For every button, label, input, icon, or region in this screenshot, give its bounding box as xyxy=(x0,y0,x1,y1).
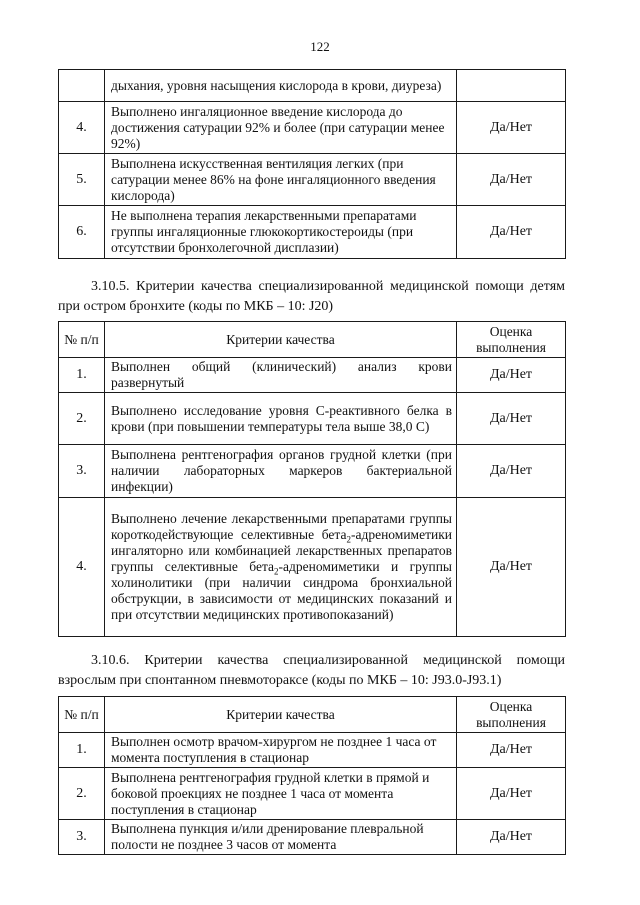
evaluation-value: Да/Нет xyxy=(457,154,566,206)
evaluation-value: Да/Нет xyxy=(457,445,566,498)
criterion-text: Выполнена рентгенография грудной клетки в прямой и боковой проекциях не позднее 1 часа от момента поступления в стационар xyxy=(105,768,457,820)
table-row xyxy=(59,768,566,820)
criterion-text: Выполнено ингаляционное введение кислорода до достижения сатурации 92% и более (при сатурации менее 92%) xyxy=(105,102,457,154)
row-number: 6. xyxy=(59,206,105,259)
table-header-row xyxy=(59,322,566,358)
page-number: 122 xyxy=(310,39,330,54)
table-header-row xyxy=(59,697,566,733)
table-row xyxy=(59,498,566,637)
row-number: 2. xyxy=(59,393,105,445)
evaluation-value: Да/Нет xyxy=(457,820,566,855)
row-number: 1. xyxy=(59,358,105,393)
row-number: 4. xyxy=(59,102,105,154)
row-number: 2. xyxy=(59,768,105,820)
table-row xyxy=(59,820,566,855)
evaluation-value: Да/Нет xyxy=(457,102,566,154)
evaluation-value: Да/Нет xyxy=(457,206,566,259)
evaluation-value: Да/Нет xyxy=(457,498,566,637)
row-number xyxy=(59,70,105,102)
criterion-text: дыхания, уровня насыщения кислорода в крови, диуреза) xyxy=(105,70,457,102)
criteria-table-continued xyxy=(58,69,566,259)
criterion-text: Выполнен осмотр врачом-хирургом не позднее 1 часа от момента поступления в стационар xyxy=(105,733,457,768)
row-number: 3. xyxy=(59,445,105,498)
table-row xyxy=(59,102,566,154)
header-criteria: Критерии качества xyxy=(105,697,457,733)
header-number: № п/п xyxy=(59,322,105,358)
table-row xyxy=(59,358,566,393)
table-row xyxy=(59,206,566,259)
row-number: 3. xyxy=(59,820,105,855)
criteria-table-pneumothorax xyxy=(58,696,566,855)
table-row xyxy=(59,393,566,445)
header-evaluation: Оценка выполнения xyxy=(457,322,566,358)
header-evaluation: Оценка выполнения xyxy=(457,697,566,733)
evaluation-value: Да/Нет xyxy=(457,358,566,393)
evaluation-value: Да/Нет xyxy=(457,768,566,820)
criterion-text: Не выполнена терапия лекарственными препаратами группы ингаляционные глюкокортикостероиды (при отсутствии бронхолегочной дисплазии) xyxy=(105,206,457,259)
header-criteria: Критерии качества xyxy=(105,322,457,358)
table-row xyxy=(59,70,566,102)
evaluation-value: Да/Нет xyxy=(457,733,566,768)
criterion-text: Выполнена пункция и/или дренирование плевральной полости не позднее 3 часов от момента xyxy=(105,820,457,855)
section-heading: 3.10.6. Критерии качества специализированной медицинской помощи взрослым при спонтанном пневмотораксе (коды по МКБ – 10: J93.0-J93.1) xyxy=(58,653,565,688)
table-row xyxy=(59,154,566,206)
section-heading: 3.10.5. Критерии качества специализированной медицинской помощи детям при остром бронхите (коды по МКБ – 10: J20) xyxy=(58,279,565,314)
row-number: 4. xyxy=(59,498,105,637)
evaluation-value xyxy=(457,70,566,102)
criterion-text: Выполнен общий (клинический) анализ крови развернутый xyxy=(105,358,457,393)
table-row xyxy=(59,733,566,768)
header-number: № п/п xyxy=(59,697,105,733)
evaluation-value: Да/Нет xyxy=(457,393,566,445)
row-number: 1. xyxy=(59,733,105,768)
criterion-text: Выполнено лечение лекарственными препаратами группы короткодействующие селективные бета$_2$-адреномиметики ингаляторно или комбинацией лекарственных препаратов группы селективные бета$_2$-адреномиметики и группы холинолитики (при наличии синдрома бронхиальной обструкции, в зависимости от медицинских показаний и при отсутствии медицинских противопоказаний) xyxy=(105,498,457,637)
criterion-text: Выполнено исследование уровня С-реактивного белка в крови (при повышении температуры тела выше 38,0 С) xyxy=(105,393,457,445)
table-row xyxy=(59,445,566,498)
criterion-text: Выполнена искусственная вентиляция легких (при сатурации менее 86% на фоне ингаляционного введения кислорода) xyxy=(105,154,457,206)
criteria-table-bronchitis xyxy=(58,321,566,637)
row-number: 5. xyxy=(59,154,105,206)
criterion-text: Выполнена рентгенография органов грудной клетки (при наличии лабораторных маркеров бактериальной инфекции) xyxy=(105,445,457,498)
